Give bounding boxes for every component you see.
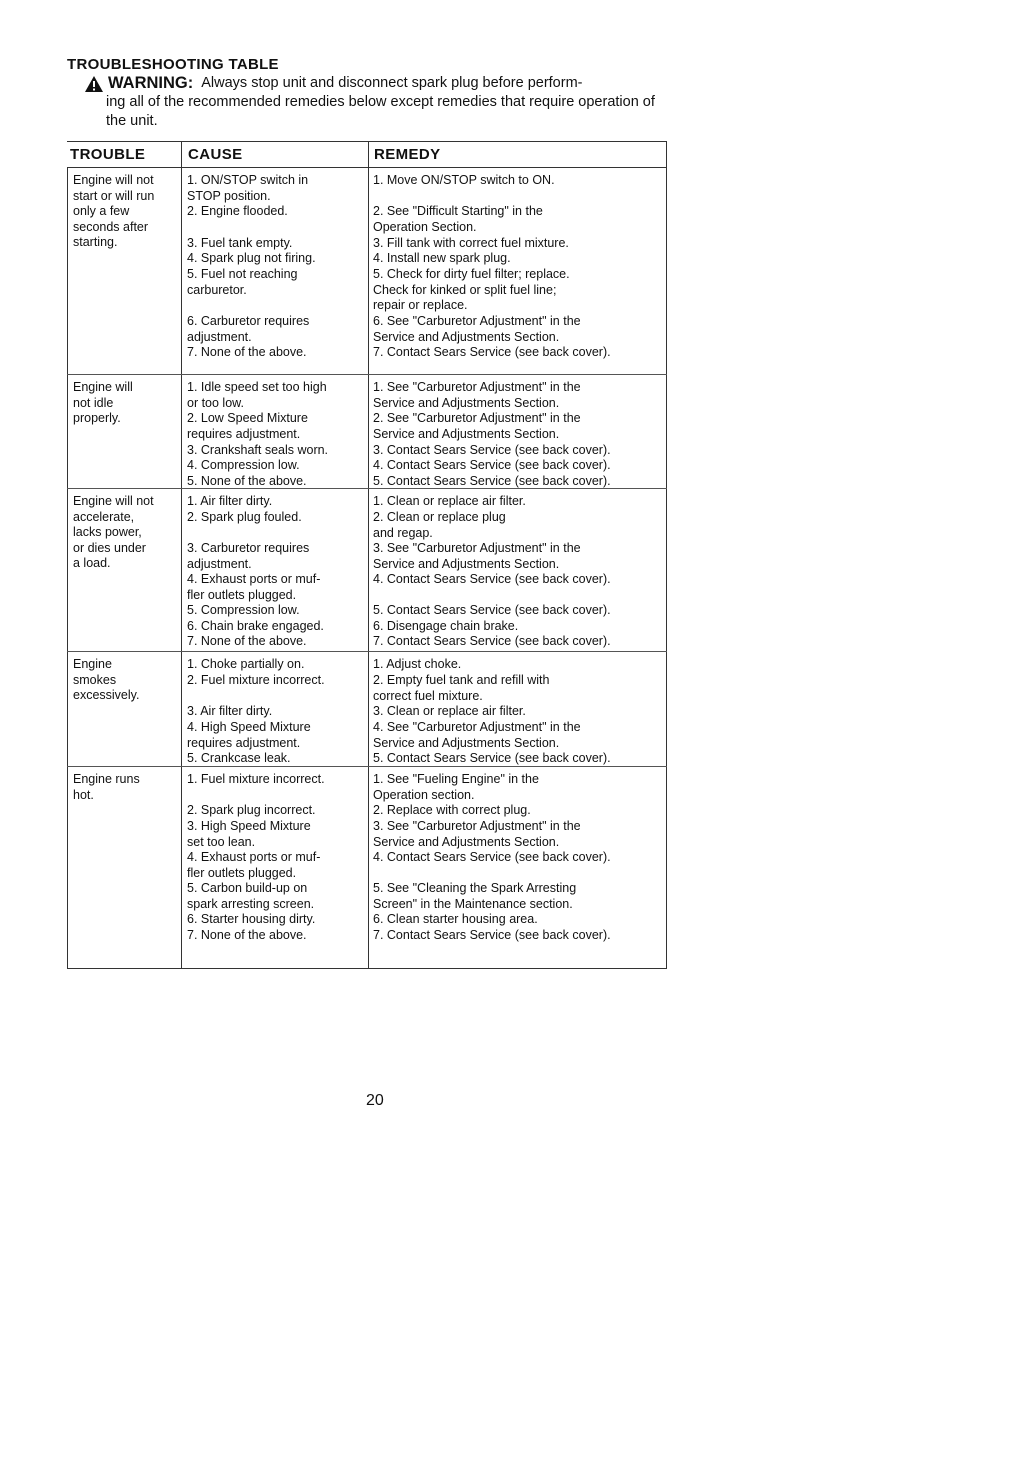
trouble-description: Engine will not idle properly.: [73, 380, 133, 426]
cause-cell: 4. Exhaust ports or muf- fler outlets plugged.: [187, 572, 321, 602]
cause-cell: 2. Fuel mixture incorrect.: [187, 673, 325, 687]
remedy-cell: 2. Replace with correct plug.: [373, 803, 531, 817]
trouble-section: [67, 374, 667, 489]
warning-text-continuation: ing all of the recommended remedies below except remedies that require operation of the unit.: [106, 94, 655, 129]
trouble-description: Engine smokes excessively.: [73, 657, 140, 703]
cause-cell: 1. Fuel mixture incorrect.: [187, 772, 325, 786]
remedy-cell: 2. Empty fuel tank and refill with correct fuel mixture.: [373, 673, 550, 703]
cause-cell: 2. Low Speed Mixture requires adjustment.: [187, 411, 308, 441]
cause-cell: 7. None of the above.: [187, 634, 307, 648]
trouble-description: Engine runs hot.: [73, 772, 140, 802]
remedy-cell: 5. Check for dirty fuel filter; replace. Check for kinked or split fuel line; repair or replace.: [373, 267, 570, 313]
page-title: TROUBLESHOOTING TABLE: [67, 56, 279, 73]
cause-cell: 7. None of the above.: [187, 928, 307, 942]
remedy-cell: 3. See "Carburetor Adjustment" in the Service and Adjustments Section.: [373, 819, 581, 849]
cause-cell: 4. Compression low.: [187, 458, 300, 472]
cause-cell: 5. Carbon build-up on spark arresting screen.: [187, 881, 315, 911]
remedy-cell: 5. Contact Sears Service (see back cover).: [373, 603, 611, 617]
warning-label: WARNING:: [108, 74, 194, 92]
cause-cell: 1. ON/STOP switch in STOP position.: [187, 173, 309, 203]
cause-cell: 7. None of the above.: [187, 345, 307, 359]
cause-cell: 4. High Speed Mixture requires adjustment.: [187, 720, 311, 750]
header-trouble: TROUBLE: [70, 146, 146, 163]
remedy-cell: 7. Contact Sears Service (see back cover).: [373, 634, 611, 648]
trouble-section: [67, 766, 667, 968]
remedy-cell: 2. See "Carburetor Adjustment" in the Service and Adjustments Section.: [373, 411, 581, 441]
cause-cell: 1. Idle speed set too high or too low.: [187, 380, 327, 410]
cause-cell: 6. Starter housing dirty.: [187, 912, 316, 926]
cause-cell: 1. Choke partially on.: [187, 657, 305, 671]
remedy-cell: 7. Contact Sears Service (see back cover).: [373, 345, 611, 359]
cause-cell: 5. Crankcase leak.: [187, 751, 291, 765]
warning-block: [84, 74, 669, 131]
cause-cell: 2. Spark plug fouled.: [187, 510, 302, 524]
remedy-cell: 2. Clean or replace plug and regap.: [373, 510, 506, 540]
cause-cell: 3. Crankshaft seals worn.: [187, 443, 329, 457]
cause-cell: 5. Fuel not reaching carburetor.: [187, 267, 298, 297]
remedy-cell: 1. See "Carburetor Adjustment" in the Service and Adjustments Section.: [373, 380, 581, 410]
remedy-cell: 1. Move ON/STOP switch to ON.: [373, 173, 555, 187]
remedy-cell: 3. Contact Sears Service (see back cover).: [373, 443, 611, 457]
trouble-description: Engine will not start or will run only a few seconds after starting.: [73, 173, 155, 250]
cause-cell: 1. Air filter dirty.: [187, 494, 273, 508]
remedy-cell: 6. See "Carburetor Adjustment" in the Service and Adjustments Section.: [373, 314, 581, 344]
remedy-cell: 1. Adjust choke.: [373, 657, 462, 671]
cause-cell: 2. Spark plug incorrect.: [187, 803, 316, 817]
cause-cell: 3. Air filter dirty.: [187, 704, 273, 718]
remedy-cell: 5. See "Cleaning the Spark Arresting Screen" in the Maintenance section.: [373, 881, 577, 911]
trouble-section: [67, 651, 667, 767]
remedy-cell: 3. See "Carburetor Adjustment" in the Service and Adjustments Section.: [373, 541, 581, 571]
header-cause: CAUSE: [188, 146, 243, 163]
remedy-cell: 7. Contact Sears Service (see back cover).: [373, 928, 611, 942]
remedy-cell: 3. Fill tank with correct fuel mixture.: [373, 236, 569, 250]
cause-cell: 5. Compression low.: [187, 603, 300, 617]
remedy-cell: 2. See "Difficult Starting" in the Operation Section.: [373, 204, 543, 234]
remedy-cell: 4. Contact Sears Service (see back cover).: [373, 572, 611, 586]
cause-cell: 5. None of the above.: [187, 474, 307, 488]
remedy-cell: 1. See "Fueling Engine" in the Operation section.: [373, 772, 539, 802]
remedy-cell: 5. Contact Sears Service (see back cover).: [373, 751, 611, 765]
trouble-section: [67, 488, 667, 652]
cause-cell: 3. Carburetor requires adjustment.: [187, 541, 310, 571]
remedy-cell: 5. Contact Sears Service (see back cover).: [373, 474, 611, 488]
trouble-description: Engine will not accelerate, lacks power, or dies under a load.: [73, 494, 154, 571]
cause-cell: 2. Engine flooded.: [187, 204, 288, 218]
cause-cell: 4. Spark plug not firing.: [187, 251, 316, 265]
warning-triangle-icon: [84, 75, 104, 93]
remedy-cell: 4. Install new spark plug.: [373, 251, 511, 265]
remedy-cell: 6. Disengage chain brake.: [373, 619, 519, 633]
header-remedy: REMEDY: [374, 146, 441, 163]
cause-cell: 4. Exhaust ports or muf- fler outlets plugged.: [187, 850, 321, 880]
cause-cell: 3. Fuel tank empty.: [187, 236, 293, 250]
remedy-cell: 1. Clean or replace air filter.: [373, 494, 526, 508]
remedy-cell: 6. Clean starter housing area.: [373, 912, 538, 926]
remedy-cell: 4. See "Carburetor Adjustment" in the Service and Adjustments Section.: [373, 720, 581, 750]
cause-cell: 6. Chain brake engaged.: [187, 619, 324, 633]
warning-text-first-line: Always stop unit and disconnect spark plug before perform-: [201, 75, 583, 91]
cause-cell: 3. High Speed Mixture set too lean.: [187, 819, 311, 849]
remedy-cell: 4. Contact Sears Service (see back cover).: [373, 850, 611, 864]
trouble-section: [67, 167, 667, 375]
page-number: 20: [366, 1092, 384, 1109]
table-header: [67, 142, 667, 168]
remedy-cell: 4. Contact Sears Service (see back cover).: [373, 458, 611, 472]
remedy-cell: 3. Clean or replace air filter.: [373, 704, 526, 718]
troubleshooting-table: [67, 141, 667, 969]
cause-cell: 6. Carburetor requires adjustment.: [187, 314, 310, 344]
